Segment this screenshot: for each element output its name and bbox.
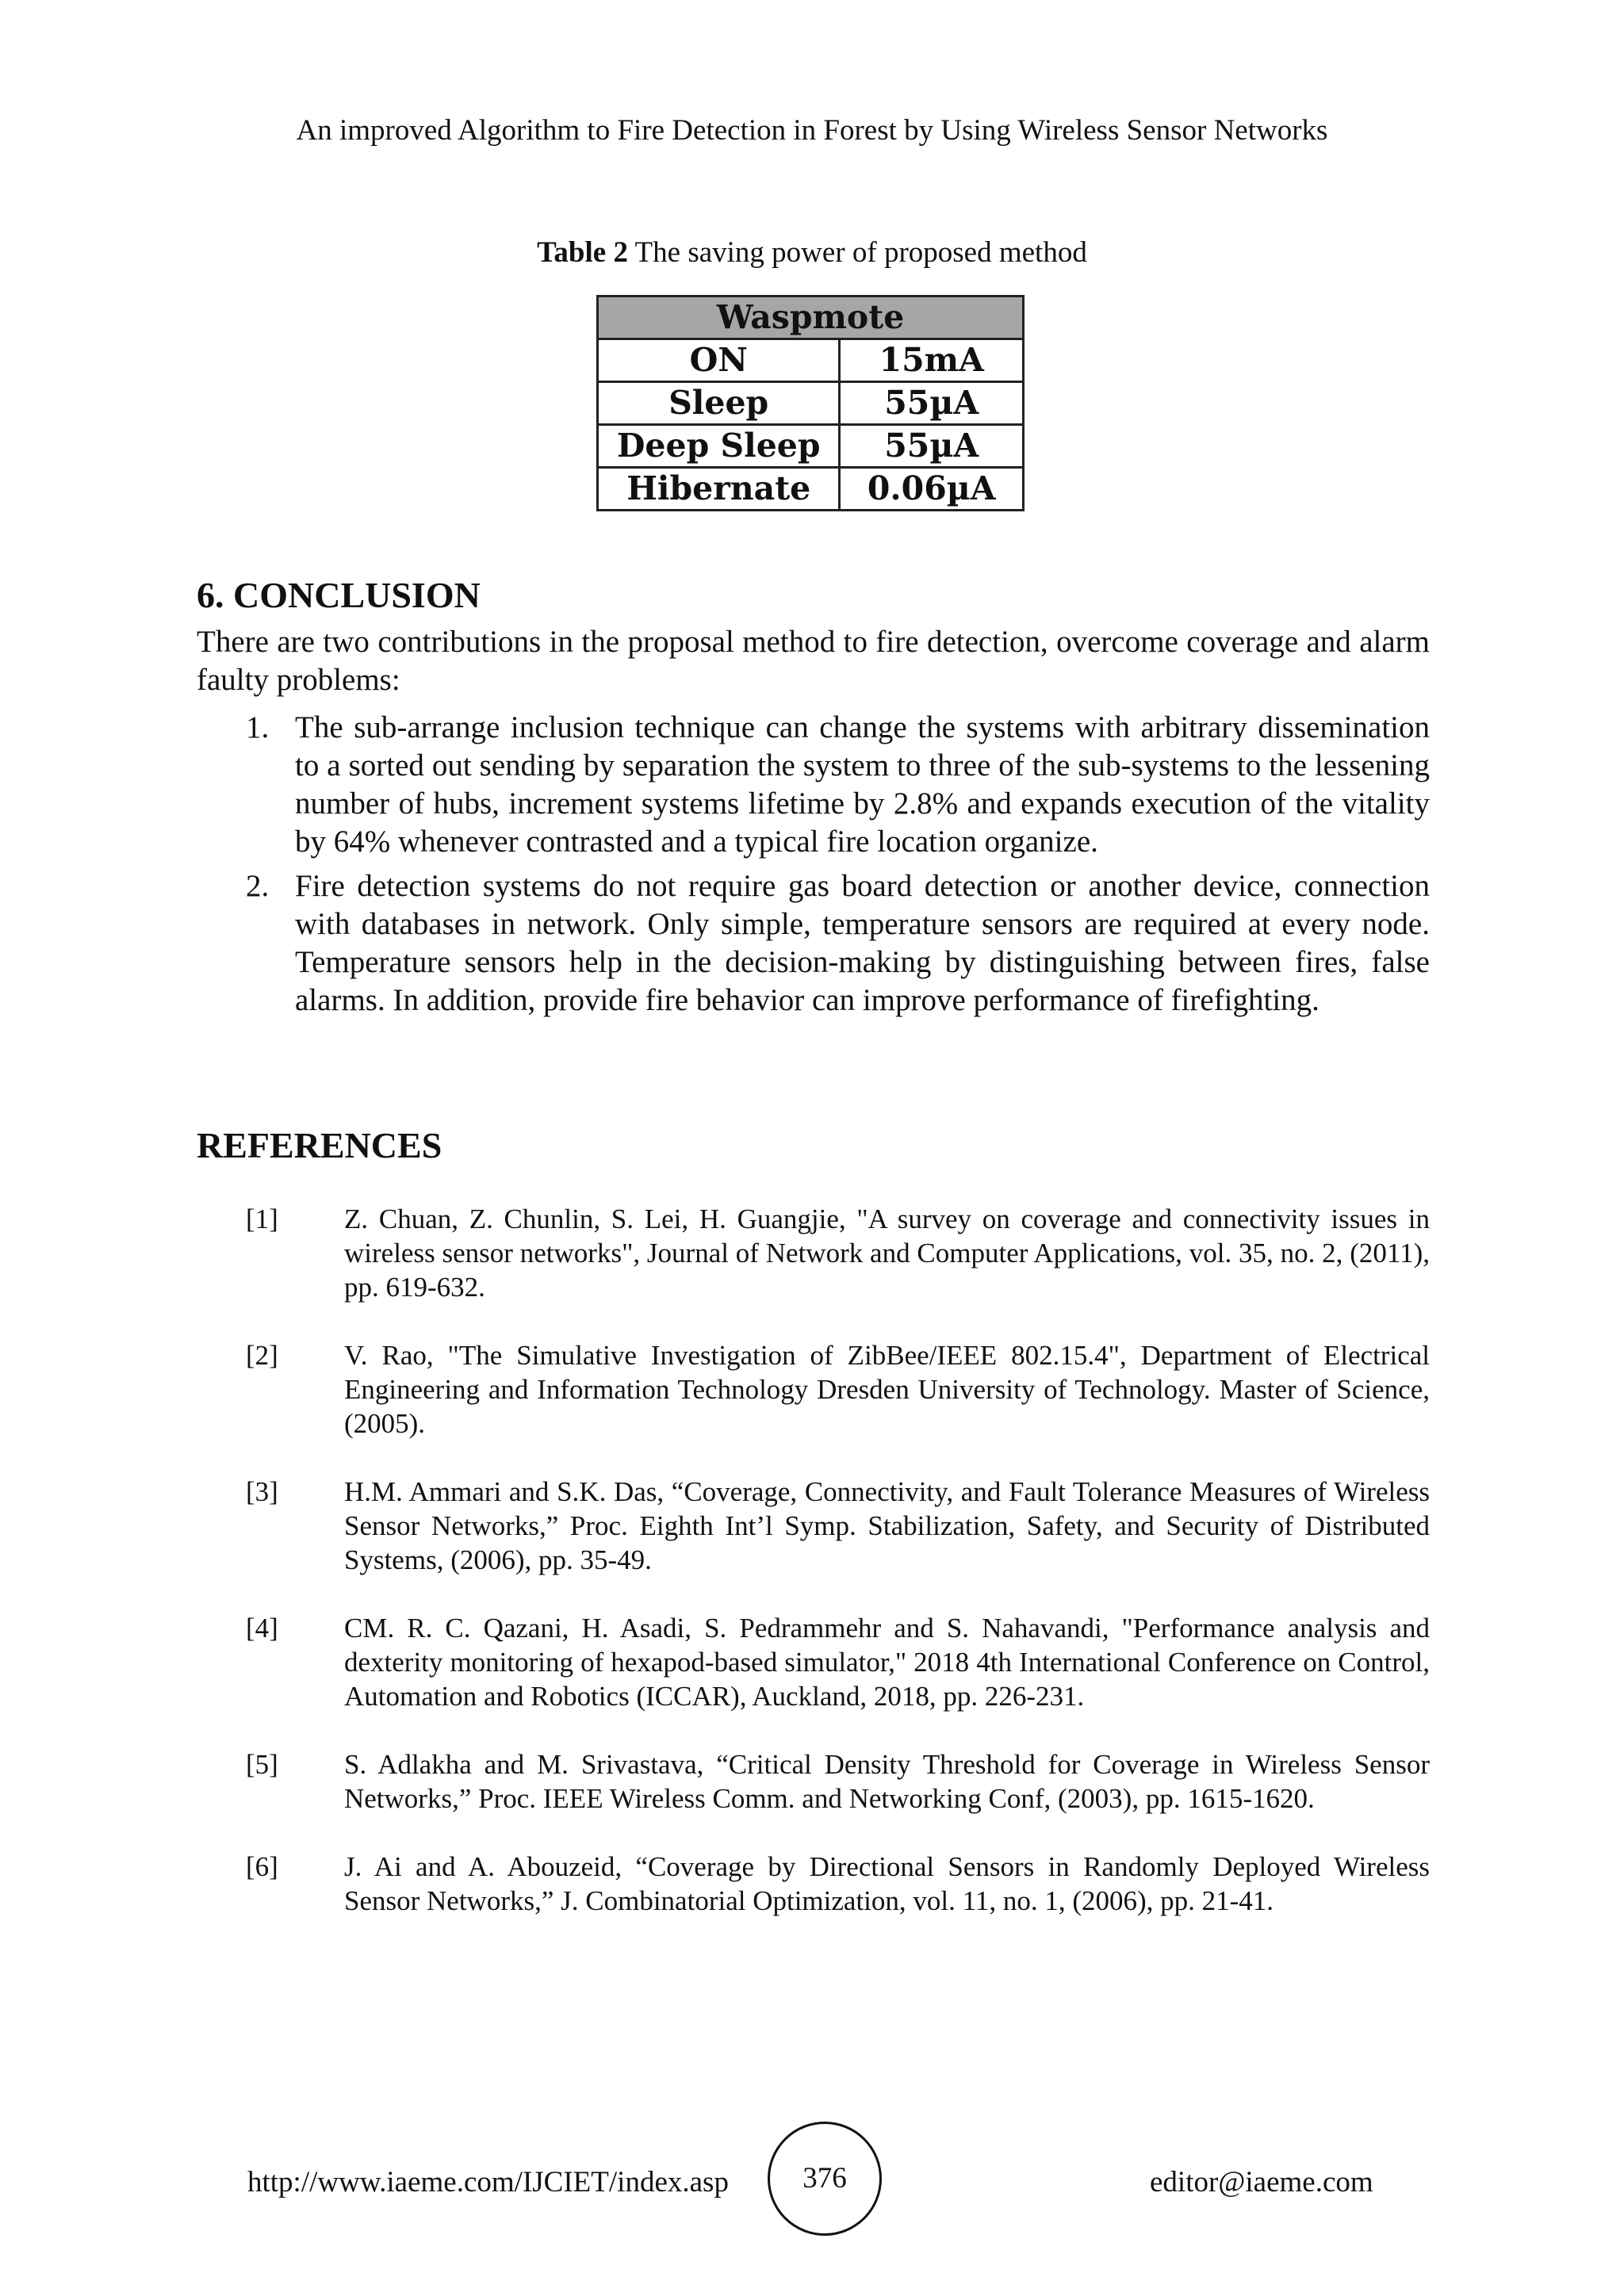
conclusion-heading: 6. CONCLUSION bbox=[197, 575, 481, 615]
reference-item bbox=[197, 1611, 1430, 1713]
table-caption-text: The saving power of proposed method bbox=[634, 236, 1087, 269]
reference-text: H.M. Ammari and S.K. Das, “Coverage, Connectivity, and Fault Tolerance Measures of Wireless Sensor Networks,” Proc. Eighth Int’l Symp. Stabilization, Safety, and Security of Distributed Systems, (2006), pp. 35-49. bbox=[344, 1476, 1430, 1575]
reference-item bbox=[197, 1475, 1430, 1577]
reference-number: [4] bbox=[246, 1613, 278, 1644]
table-row bbox=[598, 382, 1024, 425]
footer-url-link[interactable]: http://www.iaeme.com/IJCIET/index.asp bbox=[247, 2166, 729, 2198]
table-cell-mode: Deep Sleep bbox=[598, 425, 840, 468]
page-number: 376 bbox=[768, 2122, 882, 2236]
list-item-number: 1. bbox=[246, 710, 270, 744]
table-cell-current: 0.06µA bbox=[840, 468, 1024, 511]
reference-text: CM. R. C. Qazani, H. Asadi, S. Pedrammehr and S. Nahavandi, "Performance analysis and dexterity monitoring of hexapod-based simulator," 2018 4th International Conference on Control, Automation and Robotics (ICCAR), Auckland, 2018, pp. 226-231. bbox=[344, 1613, 1430, 1712]
reference-item bbox=[197, 1202, 1430, 1304]
table-cell-current: 55µA bbox=[840, 382, 1024, 425]
table-caption bbox=[0, 235, 1624, 271]
table-cell-mode: Hibernate bbox=[598, 468, 840, 511]
list-item-number: 2. bbox=[246, 869, 270, 903]
conclusion-intro: There are two contributions in the proposal method to fire detection, overcome coverage and alarm faulty problems: bbox=[197, 625, 1430, 697]
page-footer bbox=[0, 2122, 1624, 2241]
table-row bbox=[598, 425, 1024, 468]
reference-number: [1] bbox=[246, 1203, 278, 1234]
table-header-cell: Waspmote bbox=[598, 297, 1024, 339]
power-consumption-table bbox=[596, 295, 1025, 511]
reference-list bbox=[197, 1202, 1430, 1952]
reference-item bbox=[197, 1747, 1430, 1816]
list-item-text: The sub-arrange inclusion technique can change the systems with arbitrary dissemination to a sorted out sending by separation the system to three of the sub-systems to the lessening number of hubs, increment systems lifetime by 2.8% and expands execution of the vitality by 64% whenever contrasted and a typical fire location organize. bbox=[295, 710, 1430, 859]
conclusion-list bbox=[197, 709, 1430, 1026]
reference-text: Z. Chuan, Z. Chunlin, S. Lei, H. Guangjie, "A survey on coverage and connectivity issues in wireless sensor networks", Journal of Network and Computer Applications, vol. 35, no. 2, (2011), pp. 619-632. bbox=[344, 1203, 1430, 1303]
reference-number: [6] bbox=[246, 1851, 278, 1882]
table-row bbox=[598, 468, 1024, 511]
table-header-row bbox=[598, 297, 1024, 339]
footer-email-link[interactable]: editor@iaeme.com bbox=[1150, 2166, 1373, 2198]
table-row bbox=[598, 339, 1024, 382]
table-cell-current: 55µA bbox=[840, 425, 1024, 468]
reference-item bbox=[197, 1850, 1430, 1918]
table-cell-current: 15mA bbox=[840, 339, 1024, 382]
reference-number: [3] bbox=[246, 1476, 278, 1507]
reference-text: J. Ai and A. Abouzeid, “Coverage by Directional Sensors in Randomly Deployed Wireless Sensor Networks,” J. Combinatorial Optimization, vol. 11, no. 1, (2006), pp. 21-41. bbox=[344, 1851, 1430, 1916]
table-cell-mode: Sleep bbox=[598, 382, 840, 425]
reference-number: [5] bbox=[246, 1749, 278, 1780]
table-cell-mode: ON bbox=[598, 339, 840, 382]
reference-text: V. Rao, "The Simulative Investigation of ZibBee/IEEE 802.15.4", Department of Electrical Engineering and Information Technology Dresden University of Technology. Master of Science, (2005). bbox=[344, 1340, 1430, 1439]
list-item bbox=[197, 867, 1430, 1020]
table-caption-label: Table 2 bbox=[537, 236, 628, 269]
list-item-text: Fire detection systems do not require gas board detection or another device, connection with databases in network. Only simple, temperature sensors are required at every node. Temperature sensors help in the decision-making by distinguishing between fires, false alarms. In addition, provide fire behavior can improve performance of firefighting. bbox=[295, 869, 1430, 1017]
reference-text: S. Adlakha and M. Srivastava, “Critical Density Threshold for Coverage in Wireless Sensor Networks,” Proc. IEEE Wireless Comm. and Networking Conf, (2003), pp. 1615-1620. bbox=[344, 1749, 1430, 1814]
references-heading: REFERENCES bbox=[197, 1125, 442, 1165]
reference-item bbox=[197, 1338, 1430, 1441]
reference-number: [2] bbox=[246, 1340, 278, 1371]
list-item bbox=[197, 709, 1430, 861]
running-header: An improved Algorithm to Fire Detection in Forest by Using Wireless Sensor Networks bbox=[296, 114, 1328, 147]
